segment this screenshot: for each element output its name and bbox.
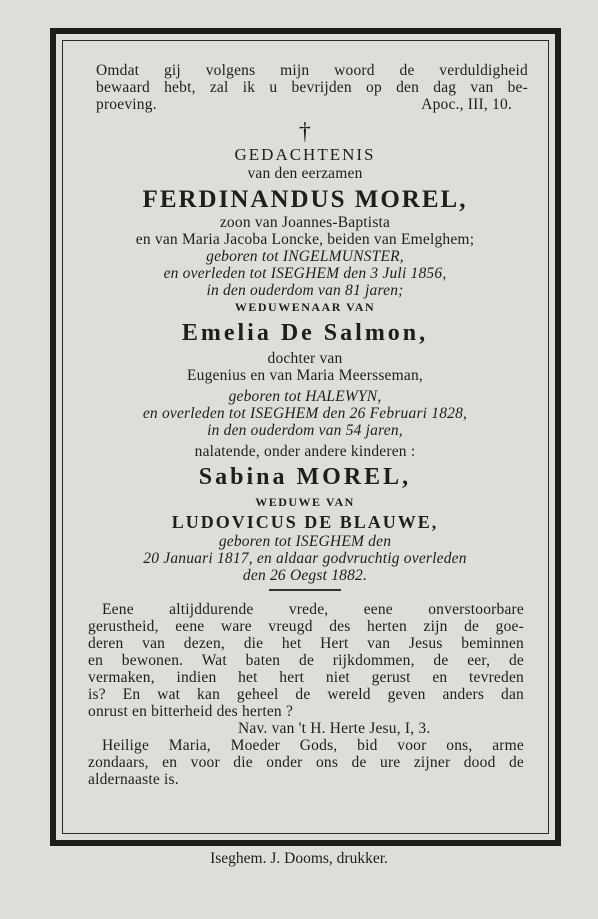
epigraph: [76, 62, 534, 113]
epigraph-line: bewaard hebt, zal ik u bevrijden op den dag van be-: [96, 79, 528, 96]
child-name: Sabina MOREL,: [198, 464, 412, 490]
epigraph-line: Omdat gij volgens mijn woord de verduldigheid: [96, 62, 528, 79]
widower-title: WEDUWENAAR VAN: [234, 300, 376, 314]
child-death-date: den 26 Oegst 1882.: [242, 567, 368, 584]
epigraph-last-row: [96, 96, 528, 113]
divider: [269, 589, 341, 591]
deceased-parents: en van Maria Jacoba Loncke, beiden van Emelghem;: [135, 231, 475, 248]
printer-credit: Iseghem. J. Dooms, drukker.: [210, 850, 388, 867]
prayer-text: [76, 601, 534, 788]
deceased-died: en overleden tot ISEGHEM den 3 Juli 1856,: [163, 265, 447, 282]
epigraph-line: proeving.: [96, 96, 157, 113]
prayer-line: en bewonen. Wat baten de rijkdommen, de eer, de: [88, 652, 524, 669]
spouse-name: Emelia De Salmon,: [181, 320, 429, 346]
prayer-line: deren van dezen, die het Hert van Jesus beminnen: [88, 635, 524, 652]
spouse-died: en overleden tot ISEGHEM den 26 Februari 1828,: [142, 405, 468, 422]
invocation-line: zondaars, en voor die onder ons de ure zijner dood de: [88, 754, 524, 771]
honourable-line: van den eerzamen: [247, 165, 363, 182]
card-content: [76, 52, 534, 788]
widow-title: WEDUWE VAN: [255, 495, 355, 509]
prayer-line: Eene altijddurende vrede, eene onverstoorbare: [102, 601, 524, 618]
invocation-line: aldernaaste is.: [88, 771, 179, 788]
prayer-reference: Nav. van 't H. Herte Jesu, I, 3.: [238, 720, 431, 737]
spouse-daughter-of: dochter van: [267, 350, 343, 367]
child-died: 20 Januari 1817, en aldaar godvruchtig overleden: [143, 550, 467, 567]
children-intro: nalatende, onder andere kinderen :: [194, 443, 416, 460]
spouse-born: geboren tot HALEWYN,: [228, 388, 382, 405]
deceased-name: FERDINANDUS MOREL,: [142, 186, 468, 213]
invocation-line: Heilige Maria, Moeder Gods, bid voor ons, arme: [102, 737, 524, 754]
cross-icon: †: [298, 119, 312, 145]
spouse-parents: Eugenius en van Maria Meersseman,: [186, 367, 423, 384]
husband-name: LUDOVICUS DE BLAUWE,: [171, 512, 439, 532]
deceased-age: in den ouderdom van 81 jaren;: [206, 282, 404, 299]
prayer-line: is? En wat kan geheel de wereld geven anders dan: [88, 686, 524, 703]
prayer-line: gerustheid, eene ware vreugd des herten zijn de goe-: [88, 618, 524, 635]
remembrance-heading: GEDACHTENIS: [234, 145, 376, 164]
prayer-line: vermaken, indien het hert niet gerust en tevreden: [88, 669, 524, 686]
spouse-age: in den ouderdom van 54 jaren,: [207, 422, 403, 439]
epigraph-reference: Apoc., III, 10.: [421, 96, 512, 113]
deceased-born: geboren tot INGELMUNSTER,: [206, 248, 404, 265]
deceased-son-of: zoon van Joannes-Baptista: [219, 214, 391, 231]
prayer-line: onrust en bitterheid des herten ?: [88, 703, 294, 720]
child-born: geboren tot ISEGHEM den: [218, 533, 392, 550]
